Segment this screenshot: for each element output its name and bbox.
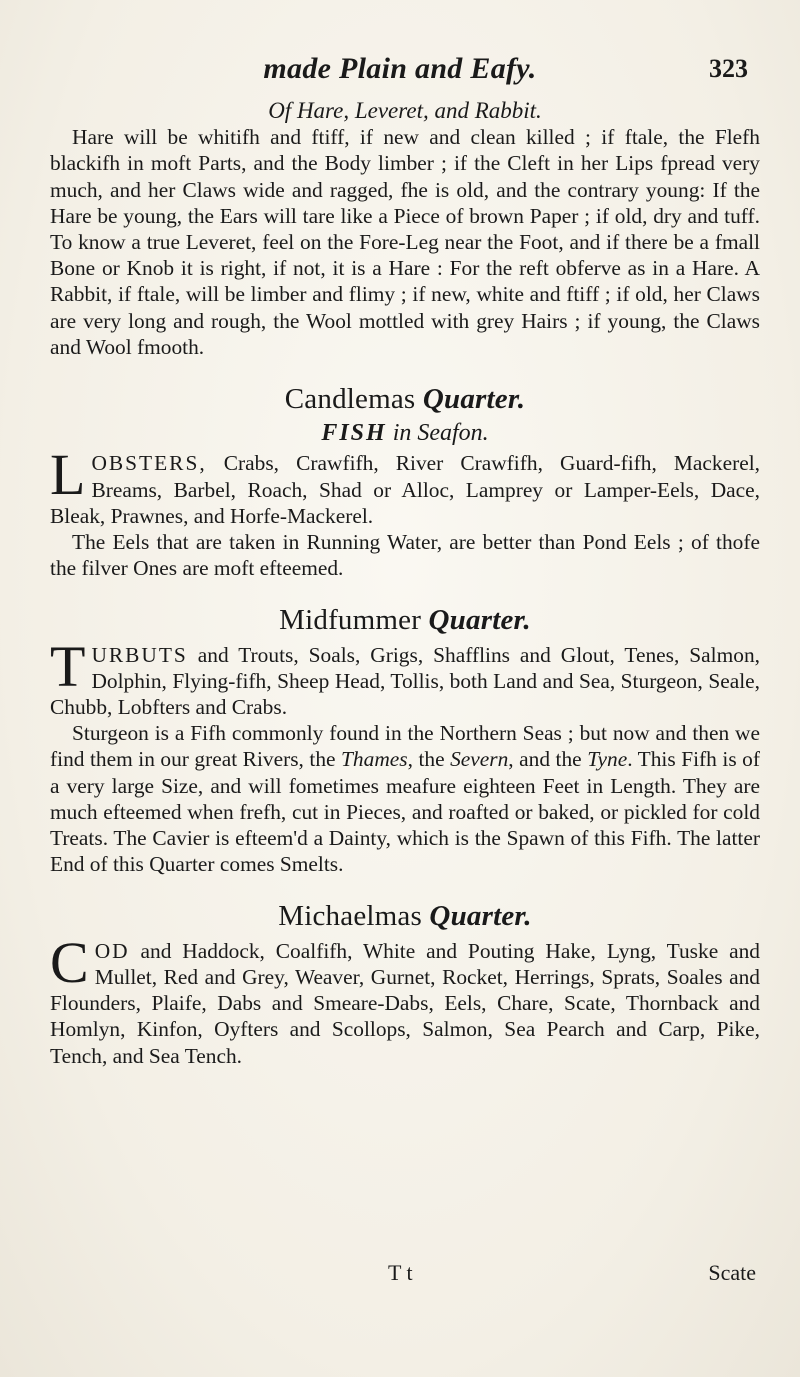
midsummer-heading-word: Midfummer [279,604,422,637]
sturgeon-text-1: Sturgeon is a Fifh commonly found in the Northern Seas ; but now and then we find them in our great Rivers, the [50,721,760,772]
river-tyne: Tyne [587,747,628,772]
midsummer-quarter-word: Quarter. [428,604,531,637]
michaelmas-heading [50,900,760,933]
signature-mark: T t [388,1260,413,1285]
hare-heading: Of Hare, Leveret, and Rabbit. [268,98,542,123]
running-head [0,52,800,92]
candlemas-quarter-word: Quarter. [422,383,526,416]
sturgeon-text-2: , the [407,747,451,772]
fish-word: FISH [321,420,387,447]
midsummer-heading [50,604,760,637]
in-season-word: in Seafon. [392,420,489,447]
michaelmas-list-text: and Haddock, Coalfifh, White and Pouting Hake, Lyng, Tuske and Mullet, Red and Grey, Weaver, Gurnet, Rocket, Herrings, Sprats, Soales and Flounders, Plaife, Dabs and Smeare-Dabs, Eels, Chare, Scate, Thornback and Homlyn, Kinfon, Oyfters and Scollops, Salmon, Sea Pearch and Carp, Pike, Tench, and Sea Tench. [50,938,760,1068]
fish-in-season-heading [50,420,760,446]
michaelmas-lead: OD [94,938,130,963]
michaelmas-fish-list [50,929,760,1069]
candlemas-list-text: Crabs, Crawfifh, River Crawfifh, Guard-fifh, Mackerel, Breams, Barbel, Roach, Shad or Alloc, Lamprey or Lamper-Eels, Dace, Bleak, Prawnes, and Horfe-Mackerel. [50,451,760,528]
sturgeon-text-3: , and the [508,747,588,772]
sturgeon-text-4: . This Fifh is of a very large Size, and will fometimes meafure eighteen Feet in Length. They are much efteemed when frefh, cut in Pieces, and roafted or baked, or pickled for cold Treats. The Cavier is efteem'd a Dainty, which is the Spawn of this Fifh. The latter End of this Quarter comes Smelts. [50,747,760,877]
candlemas-fish-list [50,442,760,529]
michaelmas-quarter-word: Quarter. [429,900,532,933]
candlemas-dropcap: L [50,442,86,508]
midsummer-lead: URBUTS [91,642,188,667]
hare-paragraph: Hare will be whitifh and ftiff, if new and clean killed ; if ftale, the Flefh blackifh in moft Parts, and the Body limber ; if the Cleft in her Lips fpread very much, and her Claws wide and ragged, fhe is old, and the contrary young: If the Hare be young, the Ears will tare like a Piece of brown Paper ; if old, dry and tuff. To know a true Leveret, feel on the Fore-Leg near the Foot, and if there be a fmall Bone or Knob it is right, if not, it is a Hare : For the reft obferve as in a Hare. A Rabbit, if ftale, will be limber and flimy ; if new, white and ftiff ; if old, her Claws are very long and rough, the Wool mottled with grey Hairs ; if young, the Claws and Wool fmooth. [50,125,760,359]
midsummer-list-text: and Trouts, Soals, Grigs, Shafflins and Glout, Tenes, Salmon, Dolphin, Flying-fifh, Sheep Head, Tollis, both Land and Sea, Sturgeon, Seale, Chubb, Lobfters and Crabs. [50,642,760,720]
running-title: made Plain and Eafy. [263,52,537,85]
body-text [50,98,760,1069]
river-severn: Severn [450,747,509,772]
michaelmas-heading-word: Michaelmas [278,900,422,933]
midsummer-fish-list [50,633,760,721]
eels-paragraph: The Eels that are taken in Running Water, are better than Pond Eels ; of thofe the filver Ones are moft efteemed. [50,530,760,581]
candlemas-heading [50,383,760,416]
sturgeon-paragraph [50,720,760,877]
candlemas-lead: OBSTERS, [91,451,207,476]
page-footer [0,1260,800,1290]
candlemas-heading-word: Candlemas [284,383,416,416]
michaelmas-dropcap: C [50,929,89,995]
catchword: Scate [708,1260,756,1285]
page-number: 323 [709,54,748,83]
river-thames: Thames [341,747,408,772]
midsummer-dropcap: T [50,633,86,699]
